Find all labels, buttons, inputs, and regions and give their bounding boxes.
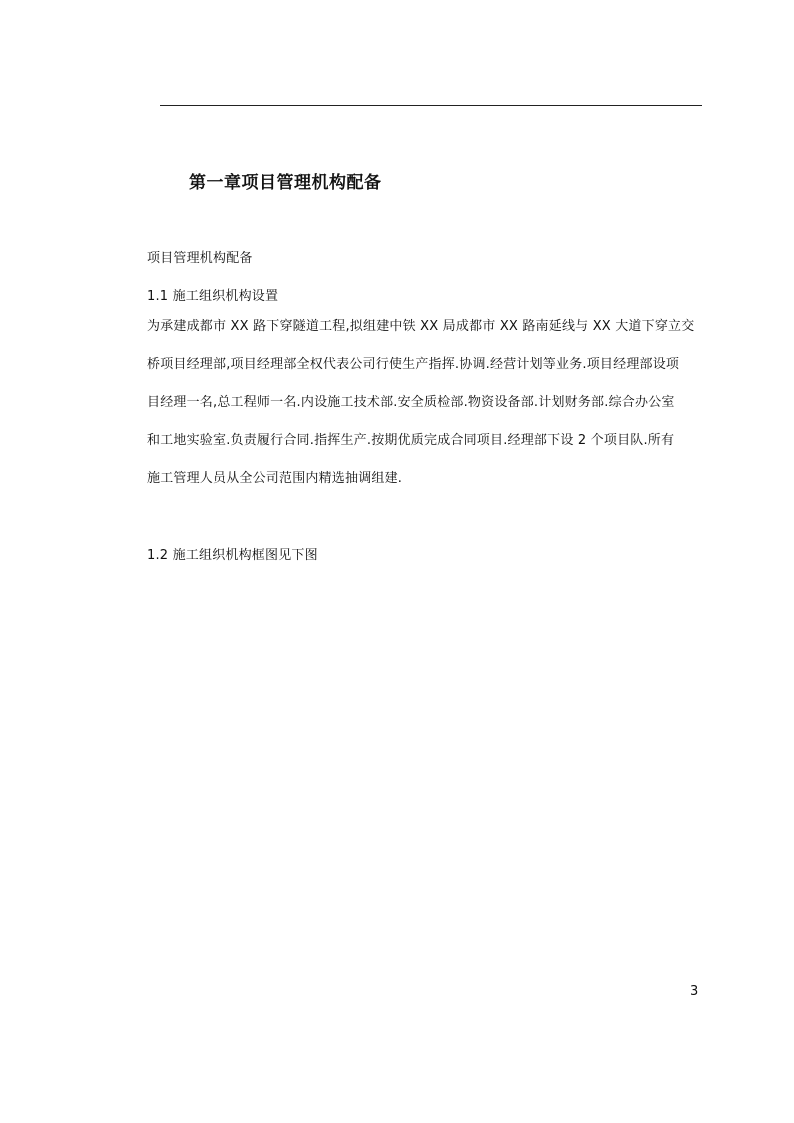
- body-paragraph: [147, 316, 721, 506]
- page-number: 3: [690, 984, 699, 999]
- paragraph-line: 为承建成都市 XX 路下穿隧道工程,拟组建中铁 XX 局成都市 XX 路南延线与 XX 大道下穿立交: [147, 319, 695, 334]
- section-heading: 项目管理机构配备: [147, 251, 253, 266]
- paragraph-line: 和工地实验室.负责履行合同.指挥生产.按期优质完成合同项目.经理部下设 2 个项目队.所有: [147, 433, 675, 448]
- subsection-heading-1-1: 1.1 施工组织机构设置: [147, 289, 279, 304]
- subsection-heading-1-2: 1.2 施工组织机构框图见下图: [147, 548, 318, 563]
- paragraph-line: 施工管理人员从全公司范围内精选抽调组建.: [147, 471, 403, 486]
- header-rule: [160, 105, 702, 106]
- chapter-title: 第一章项目管理机构配备: [189, 173, 382, 193]
- paragraph-line: 桥项目经理部,项目经理部全权代表公司行使生产指挥.协调.经营计划等业务.项目经理部设项: [147, 357, 680, 372]
- paragraph-line: 目经理一名,总工程师一名.内设施工技术部.安全质检部.物资设备部.计划财务部.综合办公室: [147, 395, 675, 410]
